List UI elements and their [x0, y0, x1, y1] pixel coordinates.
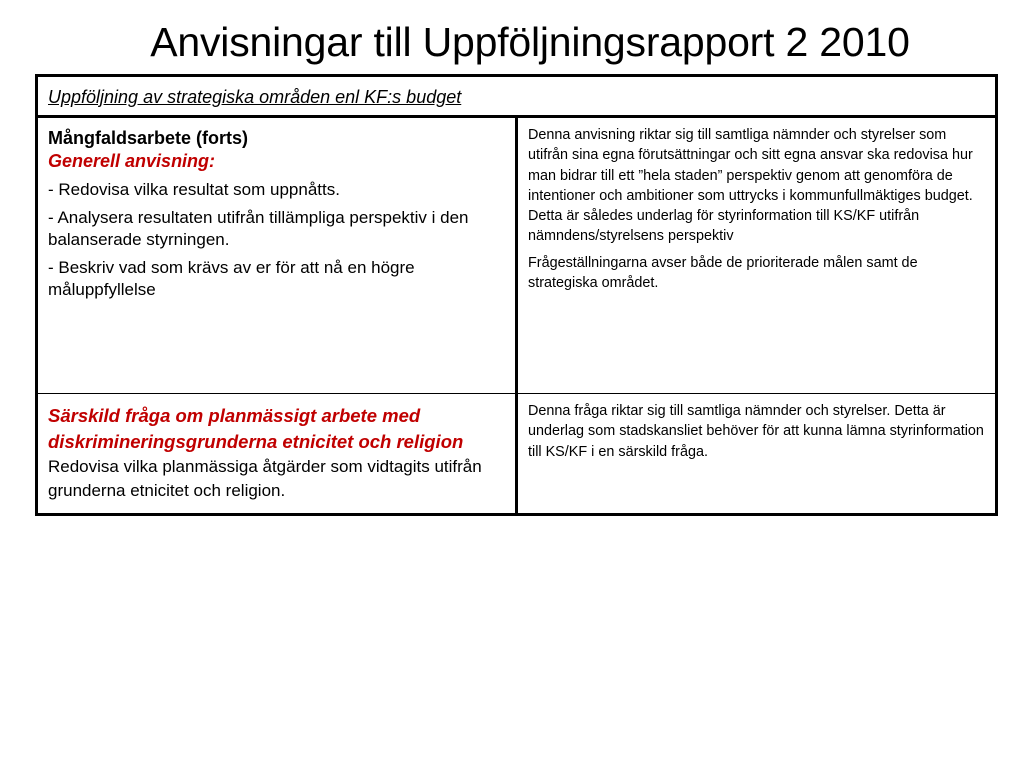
row-2-right-cell: [517, 394, 997, 515]
slide-title: Anvisningar till Uppföljningsrapport 2 2010: [150, 19, 910, 65]
explanation-paragraph: Denna fråga riktar sig till samtliga nämnder och styrelser. Detta är underlag som stadskansliet behöver för att kunna lämna styrinformation till KS/KF i en särskild fråga.: [528, 403, 984, 460]
instructions-table: [35, 74, 998, 516]
list-item: - Redovisa vilka resultat som uppnåtts.: [48, 180, 340, 199]
special-question-heading: Särskild fråga om planmässigt arbete med diskrimineringsgrunderna etnicitet och religion: [48, 405, 464, 452]
section-heading: Mångfaldsarbete (forts): [48, 128, 249, 148]
table-header-text: Uppföljning av strategiska områden enl KF:s budget: [48, 87, 462, 107]
list-item: - Analysera resultaten utifrån tillämpliga perspektiv i den balanserade styrningen.: [48, 208, 469, 249]
row-1-right-cell: [517, 117, 997, 394]
special-question-body: Redovisa vilka planmässiga åtgärder som vidtagits utifrån grunderna etnicitet och religion.: [48, 457, 482, 500]
table-header-cell: [37, 76, 997, 117]
table-header-row: [37, 76, 997, 117]
explanation-paragraph: Denna anvisning riktar sig till samtliga nämnder och styrelser som utifrån sina egna förutsättningar och sitt egna ansvar ska redovisa hur man bidrar till ett ”hela staden” perspektiv genom att genomföra de intentioner och ambitioner som uttrycks i kommunfullmäktiges budget. Detta är således underlag för styrinformation till KS/KF utifrån nämndens/styrelsens perspektiv: [528, 127, 973, 245]
table-row: [37, 117, 997, 394]
explanation-paragraph: Frågeställningarna avser både de prioriterade målen samt de strategiska området.: [528, 254, 918, 292]
row-1-left-cell: [37, 117, 517, 394]
table-row: [37, 394, 997, 515]
general-instruction-heading: Generell anvisning:: [48, 151, 216, 171]
list-item: - Beskriv vad som krävs av er för att nå en högre måluppfyllelse: [48, 258, 415, 299]
row-2-left-cell: [37, 394, 517, 515]
